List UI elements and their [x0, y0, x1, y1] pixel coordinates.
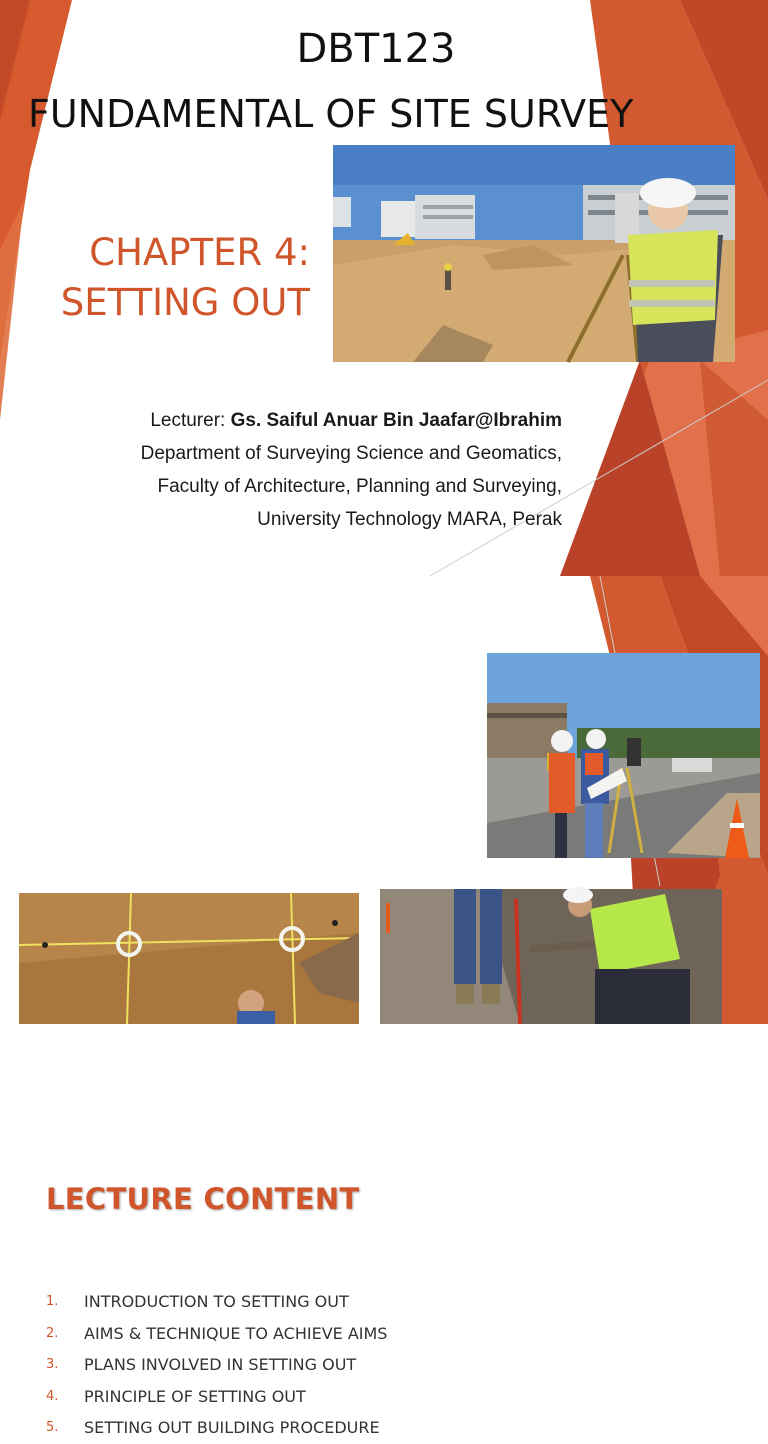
lecture-content-slide: [0, 576, 768, 1438]
lecturer-name: Gs. Saiful Anuar Bin Jaafar@Ibrahim: [230, 410, 562, 431]
lecture-content-title: LECTURE CONTENT: [46, 1182, 360, 1216]
list-item: 4. PRINCIPLE OF SETTING OUT: [46, 1386, 306, 1406]
university-line: University Technology MARA, Perak: [257, 509, 562, 530]
lecturer-info: [141, 404, 562, 536]
faculty-line: Faculty of Architecture, Planning and Surveying,: [157, 476, 562, 497]
title-slide: [0, 0, 768, 576]
department-line: Department of Surveying Science and Geomatics,: [140, 443, 562, 464]
course-title: FUNDAMENTAL OF SITE SURVEY: [28, 92, 634, 136]
lecturer-label: Lecturer:: [150, 410, 226, 431]
list-item: 2. AIMS & TECHNIQUE TO ACHIEVE AIMS: [46, 1323, 388, 1343]
surveyor-photo: [333, 145, 735, 362]
lecture-content-list: [46, 1286, 387, 1444]
chapter-number: CHAPTER 4:: [89, 231, 310, 274]
site-survey-photo: [487, 653, 760, 858]
surveyor-kneeling-photo: [380, 889, 722, 1024]
list-item: 1. INTRODUCTION TO SETTING OUT: [46, 1292, 349, 1312]
lecturer-line: [141, 404, 562, 437]
chapter-title: SETTING OUT: [60, 281, 310, 324]
list-item: 3. PLANS INVOLVED IN SETTING OUT: [46, 1355, 357, 1375]
course-code: DBT123: [296, 26, 456, 72]
list-item: 5. SETTING OUT BUILDING PROCEDURE: [46, 1418, 380, 1438]
chapter-heading: [61, 228, 310, 328]
setting-out-ground-photo: [19, 893, 359, 1024]
